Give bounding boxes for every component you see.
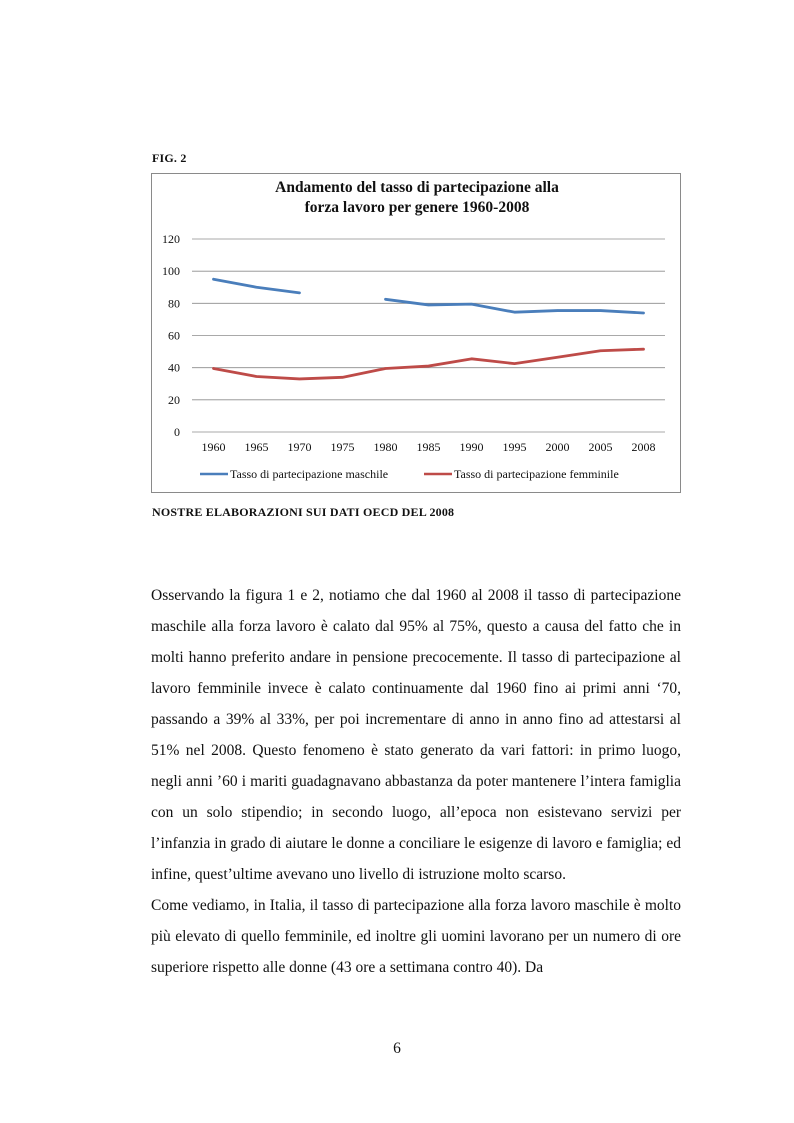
body-text [151, 580, 681, 983]
figure-label: FIG. 2 [152, 151, 187, 165]
series-line-male-segment-1 [386, 299, 644, 313]
x-tick-label: 1970 [287, 440, 312, 454]
legend [200, 467, 619, 481]
y-tick-label: 100 [162, 264, 180, 279]
x-tick-label: 1960 [201, 440, 226, 454]
x-tick-label: 1985 [416, 440, 441, 454]
x-tick-label: 1965 [244, 440, 269, 454]
y-tick-label: 20 [168, 392, 180, 407]
x-tick-label: 2008 [631, 440, 656, 454]
chart-title-line2: forza lavoro per genere 1960-2008 [304, 199, 530, 216]
paragraph-1: Osservando la figura 1 e 2, notiamo che dal 1960 al 2008 il tasso di partecipazione maschile alla forza lavoro è calato dal 95% al 75%, questo a causa del fatto che in molti hanno preferito andare in pensione precocemente. Il tasso di partecipazione al lavoro femminile invece è calato continuamente dal 1960 fino ai primi anni ‘70, passando a 39% al 33%, per poi incrementare di anno in anno fino ad attestarsi al 51% nel 2008. Questo fenomeno è stato generato da vari fattori: in primo luogo, negli anni ’60 i mariti guadagnavano abbastanza da poter mantenere l’intera famiglia con un solo stipendio; in secondo luogo, all’epoca non esistevano servizi per l’infanzia in grado di aiutare le donne a conciliare le esigenze di lavoro e famiglia; ed infine, quest’ultime avevano uno livello di istruzione molto scarso. [151, 587, 681, 883]
line-chart [152, 174, 682, 494]
y-tick-label: 0 [174, 425, 180, 439]
legend-label-male: Tasso di partecipazione maschile [230, 467, 389, 481]
chart-container [151, 173, 681, 493]
y-tick-label: 80 [168, 296, 180, 311]
x-tick-label: 1975 [330, 440, 355, 454]
series-lines [214, 279, 644, 379]
x-axis-ticks [202, 440, 656, 454]
page-number: 6 [393, 1040, 401, 1057]
figure-source: NOSTRE ELABORAZIONI SUI DATI OECD DEL 2008 [152, 505, 455, 519]
y-tick-label: 40 [168, 360, 180, 375]
x-tick-label: 1995 [502, 440, 527, 454]
x-tick-label: 1980 [373, 440, 398, 454]
y-tick-label: 120 [162, 232, 180, 246]
series-line-female-segment-0 [214, 349, 644, 379]
gridlines [192, 239, 665, 432]
y-axis-ticks [162, 232, 180, 439]
series-line-male-segment-0 [214, 279, 300, 293]
y-tick-label: 60 [168, 328, 180, 343]
x-tick-label: 2005 [588, 440, 613, 454]
x-tick-label: 1990 [459, 440, 484, 454]
paragraph-2: Come vediamo, in Italia, il tasso di partecipazione alla forza lavoro maschile è molto più elevato di quello femminile, ed inoltre gli uomini lavorano per un numero di ore superiore rispetto alle donne (43 ore a settimana contro 40). Da [151, 897, 681, 976]
legend-label-female: Tasso di partecipazione femminile [454, 467, 619, 481]
chart-title-line1: Andamento del tasso di partecipazione alla [275, 179, 559, 196]
x-tick-label: 2000 [545, 440, 570, 454]
